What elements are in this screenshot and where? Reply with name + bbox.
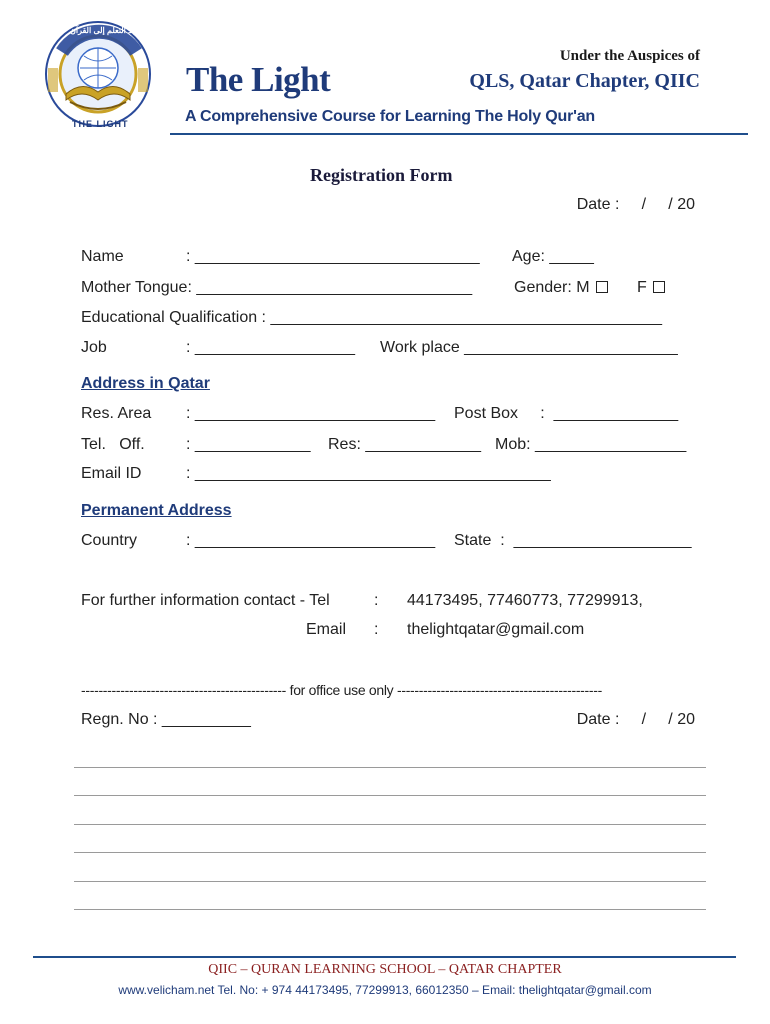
notes-line[interactable] (74, 795, 706, 796)
contact-email[interactable]: thelightqatar@gmail.com (407, 621, 585, 638)
address-qatar-heading: Address in Qatar (81, 375, 210, 392)
email-id-label: Email ID (81, 465, 142, 482)
tel-office-label: Tel. Off. (81, 436, 145, 453)
age-input[interactable]: Age: _____ (512, 248, 594, 265)
mobile-input[interactable]: Mob: _________________ (495, 436, 687, 453)
office-date-field[interactable]: Date : / / 20 (576, 711, 695, 728)
logo-bottom-text: THE LIGHT (72, 119, 129, 129)
country-label: Country (81, 532, 138, 549)
name-label: Name (81, 248, 124, 265)
regn-no-input[interactable]: Regn. No : __________ (81, 711, 251, 728)
footer-divider (33, 956, 736, 958)
gender-female-checkbox[interactable] (653, 281, 665, 293)
notes-line[interactable] (74, 824, 706, 825)
gender-label: Gender: M (514, 279, 590, 296)
email-id-input[interactable]: : ________________________________________ (186, 465, 551, 482)
tagline: A Comprehensive Course for Learning The Holy Qur'an (185, 108, 595, 125)
notes-line[interactable] (74, 881, 706, 882)
logo-arabic-text: معهد التعلم إلى القرآن (70, 26, 145, 35)
job-input[interactable]: : __________________ (186, 339, 356, 356)
country-input[interactable]: : ___________________________ (186, 532, 436, 549)
gender-male-checkbox[interactable] (596, 281, 608, 293)
auspices-label: Under the Auspices of (559, 48, 700, 64)
contact-label: For further information contact - Tel (81, 592, 330, 609)
footer-contact: www.velicham.net Tel. No: + 974 44173495, 77299913, 66012350 – Email: thelightqatar@gmail.com (118, 983, 652, 997)
form-heading: Registration Form (310, 165, 453, 185)
contact-email-label: Email (306, 621, 347, 638)
education-input[interactable]: Educational Qualification : ____________________________________________ (81, 309, 662, 326)
job-label: Job (81, 339, 107, 356)
gender-field (514, 279, 665, 297)
chapter-name: QLS, Qatar Chapter, QIIC (469, 70, 700, 92)
tel-office-input[interactable]: : _____________ (186, 436, 311, 453)
notes-line[interactable] (74, 767, 706, 768)
name-input[interactable]: : ________________________________ (186, 248, 480, 265)
res-area-input[interactable]: : ___________________________ (186, 405, 436, 422)
res-area-label: Res. Area (81, 405, 152, 422)
gender-female-label: F (636, 279, 647, 296)
page-title: The Light (186, 60, 331, 99)
office-use-divider: ----------------------------------------------- for office use only ----------------------------------------------- (81, 682, 602, 698)
work-place-input[interactable]: Work place ________________________ (380, 339, 678, 356)
contact-phone-numbers: 44173495, 77460773, 77299913, (407, 592, 643, 609)
post-box-input[interactable]: Post Box : ______________ (454, 405, 679, 422)
tel-res-input[interactable]: Res: _____________ (328, 436, 482, 453)
notes-line[interactable] (74, 852, 706, 853)
state-input[interactable]: State : ____________________ (454, 532, 692, 549)
permanent-address-heading: Permanent Address (81, 502, 232, 519)
mother-tongue-input[interactable]: Mother Tongue: _______________________________ (81, 279, 473, 296)
footer-title: QIIC – QURAN LEARNING SCHOOL – QATAR CHAPTER (208, 962, 562, 977)
header-divider (170, 133, 748, 135)
contact-colon-email: : (374, 621, 379, 638)
notes-line[interactable] (74, 909, 706, 910)
school-logo (40, 20, 160, 132)
contact-colon-tel: : (374, 592, 379, 609)
date-field: Date : / / 20 (576, 196, 695, 213)
